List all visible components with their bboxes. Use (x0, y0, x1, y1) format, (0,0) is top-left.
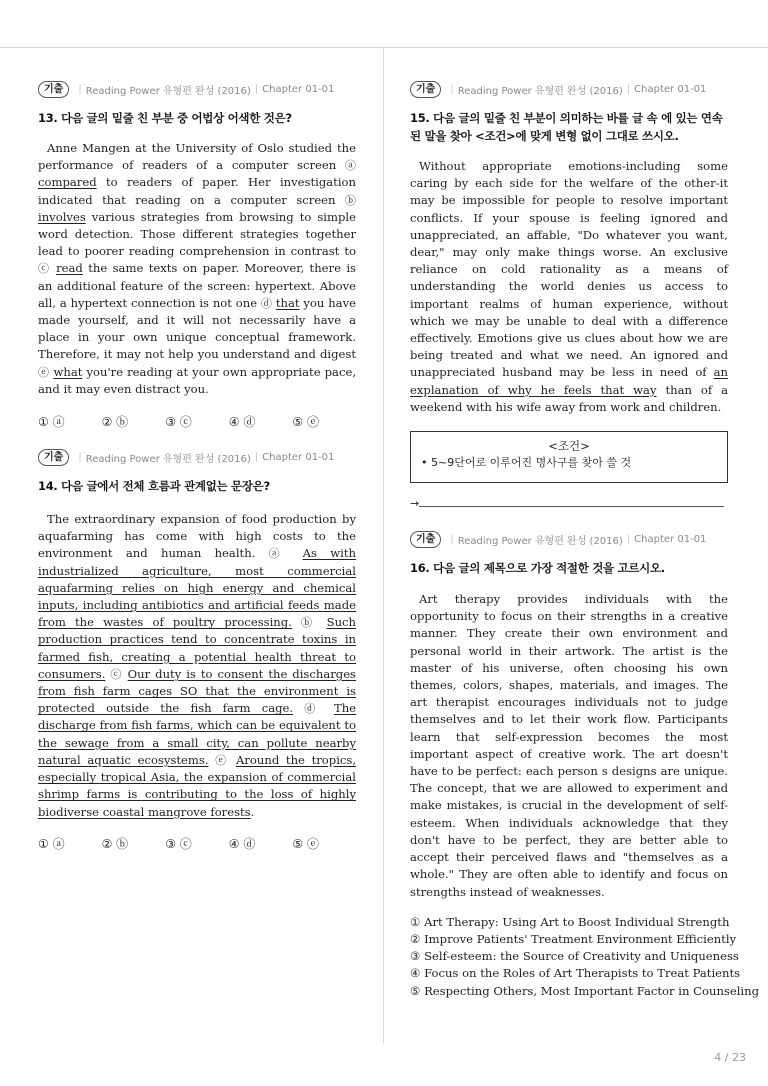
question-title: 14. 다음 글에서 전체 흐름과 관계없는 문장은? (38, 479, 270, 494)
choice-2[interactable]: ② ⓑ (101, 836, 129, 851)
answer-choices (38, 413, 356, 430)
source-label: Reading Power 유형편 완성 (2016) (85, 453, 251, 465)
choice-4[interactable]: ④ ⓓ (228, 415, 256, 430)
question-title: 13. 다음 글의 밑줄 친 부분 중 어법상 어색한 것은? (38, 111, 292, 125)
arrow-icon: → (410, 497, 420, 511)
answer-field[interactable] (410, 494, 728, 510)
condition-title: <조건> (548, 439, 590, 454)
passage-text: The extraordinary expansion of food production by aquafarming has come with high costs to the environment and human health. ⓐ As with industrialized agriculture, most commercial aquafarming relies on high energy and chemical inputs, including antibiotics and artificial feeds made from the wastes of poultry processing. ⓑ Such production practices tend to concentrate toxins in farmed fish, creating a potential health threat to consumers. ⓒ Our duty is to consent the discharges from fish farm cages SO that the environment is protected outside the fish farm cage. ⓓ The discharge from fish farms, which can be equivalent to the sewage from a small city, can pollute nearby natural aquatic ecosystems. ⓔ Around the tropics, especially tropical Asia, the expansion of commercial shrimp farms is contributing to the loss of highly biodiverse coastal mangrove forests. (38, 512, 357, 819)
option-1[interactable]: ① Art Therapy: Using Art to Boost Individual Strength (410, 914, 730, 929)
chapter-label: Chapter 01-01 (262, 451, 335, 463)
chapter-label: Chapter 01-01 (634, 83, 707, 95)
question-title: 15. 다음 글의 밑줄 친 부분이 의미하는 바를 글 속 에 있는 연속된 말을 찾아 <조건>에 맞게 변형 없이 그대로 쓰시오. (410, 111, 723, 143)
underlined-text: what (53, 364, 83, 379)
marker-c: ⓒ (110, 667, 123, 681)
choice-3[interactable]: ③ ⓒ (165, 836, 192, 851)
question-title: 16. 다음 글의 제목으로 가장 적절한 것을 고르시오. (410, 561, 665, 576)
question-meta: 기출 | Reading Power 유형편 완성 (2016) | Chapter 01-01 (38, 448, 356, 466)
condition-box (410, 431, 728, 483)
choice-1[interactable]: ① ⓐ (38, 415, 65, 430)
option-3[interactable]: ③ Self-esteem: the Source of Creativity and Uniqueness (410, 949, 739, 964)
chapter-label: Chapter 01-01 (262, 83, 335, 95)
left-column (38, 80, 356, 852)
column-divider (383, 48, 384, 1043)
choice-5[interactable]: ⑤ ⓔ (292, 836, 319, 851)
underlined-phrase: an explanation of why he feels that way (410, 365, 728, 397)
sentence-a: As with industrialized agriculture, most commercial aquafarming relies on high energy and chemical inputs, including antibiotics and artificial feeds made from the wastes of poultry processing. (38, 546, 356, 630)
sentence-c: Our duty is to consent the discharges from fish farm cages SO that the environment is protected outside the fish farm cage. (38, 666, 357, 716)
header-rule (0, 47, 768, 48)
marker-e: ⓔ (215, 753, 230, 767)
marker-d: ⓓ (304, 702, 323, 716)
passage-text: Anne Mangen at the University of Oslo studied the performance of readers of a computer screen ⓐ compared to readers of paper. Her investigation indicated that reading on a computer screen ⓑ involves various strategies from browsing to simple word detection. Those different strategies together lead to poorer reading comprehension in contrast to ⓒ read the same texts on paper. Moreover, there is an additional feature of the screen: hypertext. Above all, a hypertext connection is not one ⓓ that you have made yourself, and it will not necessarily have a place in your own unique conceptual framework. Therefore, it may not help you understand and digest ⓔ what you're reading at your own appropriate pace, and it may even distract you. (38, 141, 357, 396)
source-label: Reading Power 유형편 완성 (2016) (457, 85, 623, 97)
question-meta: 기출 | Reading Power 유형편 완성 (2016) | Chapter 01-01 (410, 80, 728, 98)
answer-choices (38, 835, 356, 852)
marker-b: ⓑ (301, 616, 318, 630)
choice-4[interactable]: ④ ⓓ (228, 836, 256, 851)
question-15 (410, 80, 728, 510)
sentence-b: Such production practices tend to concentrate toxins in farmed fish, creating a potential health threat to consumers. (38, 615, 357, 681)
option-5[interactable]: ⑤ Respecting Others, Most Important Factor in Counseling (410, 983, 760, 998)
exam-tag-badge: 기출 (38, 81, 69, 98)
question-14 (38, 448, 356, 852)
condition-item: • 5~9단어로 이루어진 명사구를 찾아 쓸 것 (421, 456, 632, 470)
underlined-text: read (56, 261, 83, 276)
choice-5[interactable]: ⑤ ⓔ (292, 415, 319, 430)
marker-c: ⓒ (38, 262, 51, 276)
question-16 (410, 530, 760, 1000)
choice-3[interactable]: ③ ⓒ (165, 415, 192, 430)
exam-tag-badge: 기출 (410, 531, 441, 548)
sentence-d: The discharge from fish farms, which can be equivalent to the sewage from a small city, can pollute nearby natural aquatic ecosystems. (38, 701, 357, 767)
choice-1[interactable]: ① ⓐ (38, 836, 65, 851)
source-label: Reading Power 유형편 완성 (2016) (85, 85, 251, 97)
passage-text: Art therapy provides individuals with the opportunity to focus on their strengths in a creative manner. They create their own environment and personal world in their artwork. The artist is the master of his universe, often choosing his own themes, colors, shapes, materials, and images. The art therapist encourages individuals not to judge themselves and to let their work flow. Participants learn that self-expression becomes the most important aspect of creative work. The art doesn't have to be perfect: each person s designs are unique. The concept, that we are allowed to experiment and make mistakes, is crucial in the development of self-esteem. When individuals acknowledge that they don't have to be perfect, they are better able to accept their perceived flaws and "themselves as a whole." They are often able to identify and focus on strengths instead of weaknesses. (410, 592, 728, 899)
answer-options (410, 914, 760, 1000)
exam-tag-badge: 기출 (410, 81, 441, 98)
question-meta: 기출 | Reading Power 유형편 완성 (2016) | Chapter 01-01 (38, 80, 356, 98)
right-column (410, 80, 760, 1000)
marker-a: ⓐ (345, 159, 356, 173)
choice-2[interactable]: ② ⓑ (101, 415, 129, 430)
question-meta: 기출 | Reading Power 유형편 완성 (2016) | Chapter 01-01 (410, 530, 728, 548)
passage-text: Without appropriate emotions-including some caring by each side for the welfare of the other-it may be impossible for people to resolve important conflicts. If your spouse is feeling ignored and unappreciated, an affable, "Do whatever you want, dear," may only make things worse. An exclusive reliance on cold rationality as a means of understanding the world denies us access to important realms of human experience, without which we may be unable to deal with a difference effectively. Emotions give us clues about how we are being treated and what we need. An ignored and unappreciated husband may be less in need of an explanation of why he feels that way than of a weekend with his wife away from work and children. (410, 159, 728, 414)
underlined-text: that (275, 295, 300, 310)
marker-a: ⓐ (268, 547, 290, 561)
chapter-label: Chapter 01-01 (634, 533, 707, 545)
underlined-text: compared (38, 175, 97, 190)
source-label: Reading Power 유형편 완성 (2016) (457, 535, 623, 547)
exam-tag-badge: 기출 (38, 449, 69, 466)
answer-underline (419, 506, 724, 507)
sentence-e: Around the tropics, especially tropical Asia, the expansion of commercial shrimp farms is contributing to the loss of highly biodiverse coastal mangrove forests (38, 752, 357, 819)
marker-b: ⓑ (345, 193, 356, 207)
option-2[interactable]: ② Improve Patients' Treatment Environment Efficiently (410, 931, 737, 946)
option-4[interactable]: ④ Focus on the Roles of Art Therapists to Treat Patients (410, 966, 741, 981)
underlined-text: involves (38, 209, 86, 224)
marker-d: ⓓ (260, 296, 273, 310)
page-number: 4 / 23 (714, 1051, 746, 1064)
marker-e: ⓔ (38, 365, 50, 379)
question-13 (38, 80, 356, 430)
